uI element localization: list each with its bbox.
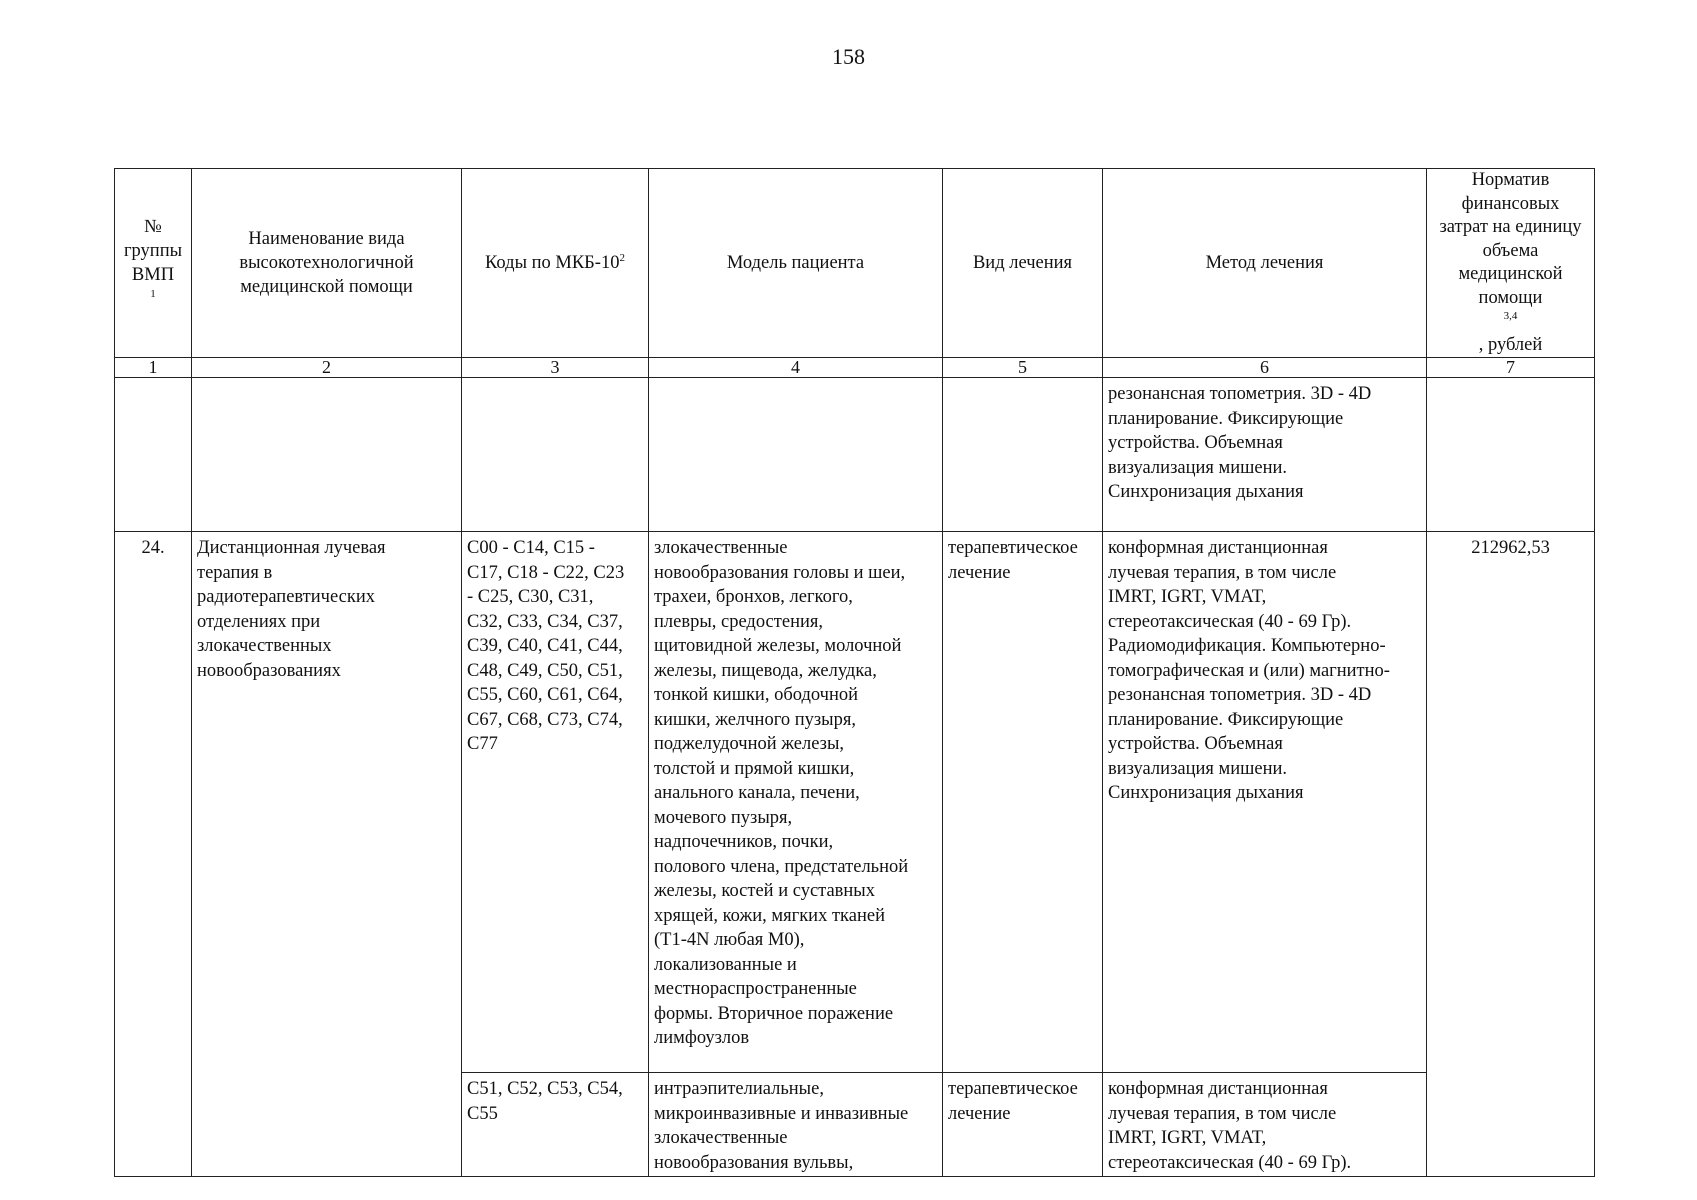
patient-model-cell: злокачественные новообразования головы и шеи, трахеи, бронхов, легкого, плевры, средостения, щитовидной железы, молочной железы, пищевода, желудка, тонкой кишки, ободочной кишки, желчного пузыря, поджелудочной железы, толстой и прямой кишки, анального канала, печени, мочевого пузыря, надпочечников, почки, полового члена, предстательной железы, костей и суставных хрящей, кожи, мягких тканей (T1-4N любая M0), локализованные и местнораспространенные формы. Вторичное поражение лимфоузлов: [649, 532, 943, 1073]
group-number: 24.: [115, 532, 192, 1177]
footnote-2: 2: [619, 251, 625, 264]
column-number: 1: [115, 358, 192, 378]
financial-norm-cell: 212962,53: [1427, 532, 1595, 1177]
footnote-3-4: 3,4: [1503, 309, 1518, 322]
vmp-name-cell: Дистанционная лучевая терапия в радиотерапевтических отделениях при злокачественных новообразованиях: [192, 532, 462, 1177]
column-number: 3: [462, 358, 649, 378]
footnote-1: 1: [150, 287, 156, 300]
vmp-table: [114, 168, 1595, 1177]
method-cell: конформная дистанционная лучевая терапия, в том числе IMRT, IGRT, VMAT, стереотаксическая (40 - 69 Гр). Радиомодификация. Компьютерно- томографическая и (или) магнитно- резонансная топометрия. 3D - 4D планирование. Фиксирующие устройства. Объемная визуализация мишени. Синхронизация дыхания: [1103, 532, 1427, 1073]
method-cell: резонансная топометрия. 3D - 4D планирование. Фиксирующие устройства. Объемная визуализация мишени. Синхронизация дыхания: [1103, 378, 1427, 532]
treatment-type-cell: терапевтическое лечение: [943, 1073, 1103, 1177]
column-number-row: [115, 358, 1595, 378]
header-vmp-name: Наименование вида высокотехнологичной медицинской помощи: [192, 169, 462, 358]
header-col1-lines: № группы ВМП $^1$: [123, 217, 183, 300]
header-group-number: [115, 169, 192, 358]
icd-codes-cell: C51, C52, C53, C54, C55: [462, 1073, 649, 1177]
table-row-group-24: [115, 532, 1595, 1073]
column-number: 2: [192, 358, 462, 378]
column-number: 5: [943, 358, 1103, 378]
table-row-continuation: [115, 378, 1595, 532]
patient-model-cell: интраэпителиальные, микроинвазивные и инвазивные злокачественные новообразования вульвы,: [649, 1073, 943, 1177]
header-treatment-method: Метод лечения: [1103, 169, 1427, 358]
header-patient-model: Модель пациента: [649, 169, 943, 358]
method-cell: конформная дистанционная лучевая терапия, в том числе IMRT, IGRT, VMAT, стереотаксическая (40 - 69 Гр).: [1103, 1073, 1427, 1177]
column-number: 6: [1103, 358, 1427, 378]
column-number: 7: [1427, 358, 1595, 378]
treatment-type-cell: терапевтическое лечение: [943, 532, 1103, 1073]
icd-codes-cell: C00 - C14, C15 - C17, C18 - C22, C23 - C25, C30, C31, C32, C33, C34, C37, C39, C40, C41, C44, C48, C49, C50, C51, C55, C60, C61, C64, C67, C68, C73, C74, C77: [462, 532, 649, 1073]
column-number: 4: [649, 358, 943, 378]
header-icd-codes: Коды по МКБ-$10^2$: [462, 169, 649, 358]
header-financial-norm: Норматив финансовых затрат на единицу объема медицинской помощи $^{3,4}$ , рублей: [1427, 169, 1595, 358]
header-row: [115, 169, 1595, 358]
header-treatment-type: Вид лечения: [943, 169, 1103, 358]
page-number: 158: [832, 44, 865, 69]
